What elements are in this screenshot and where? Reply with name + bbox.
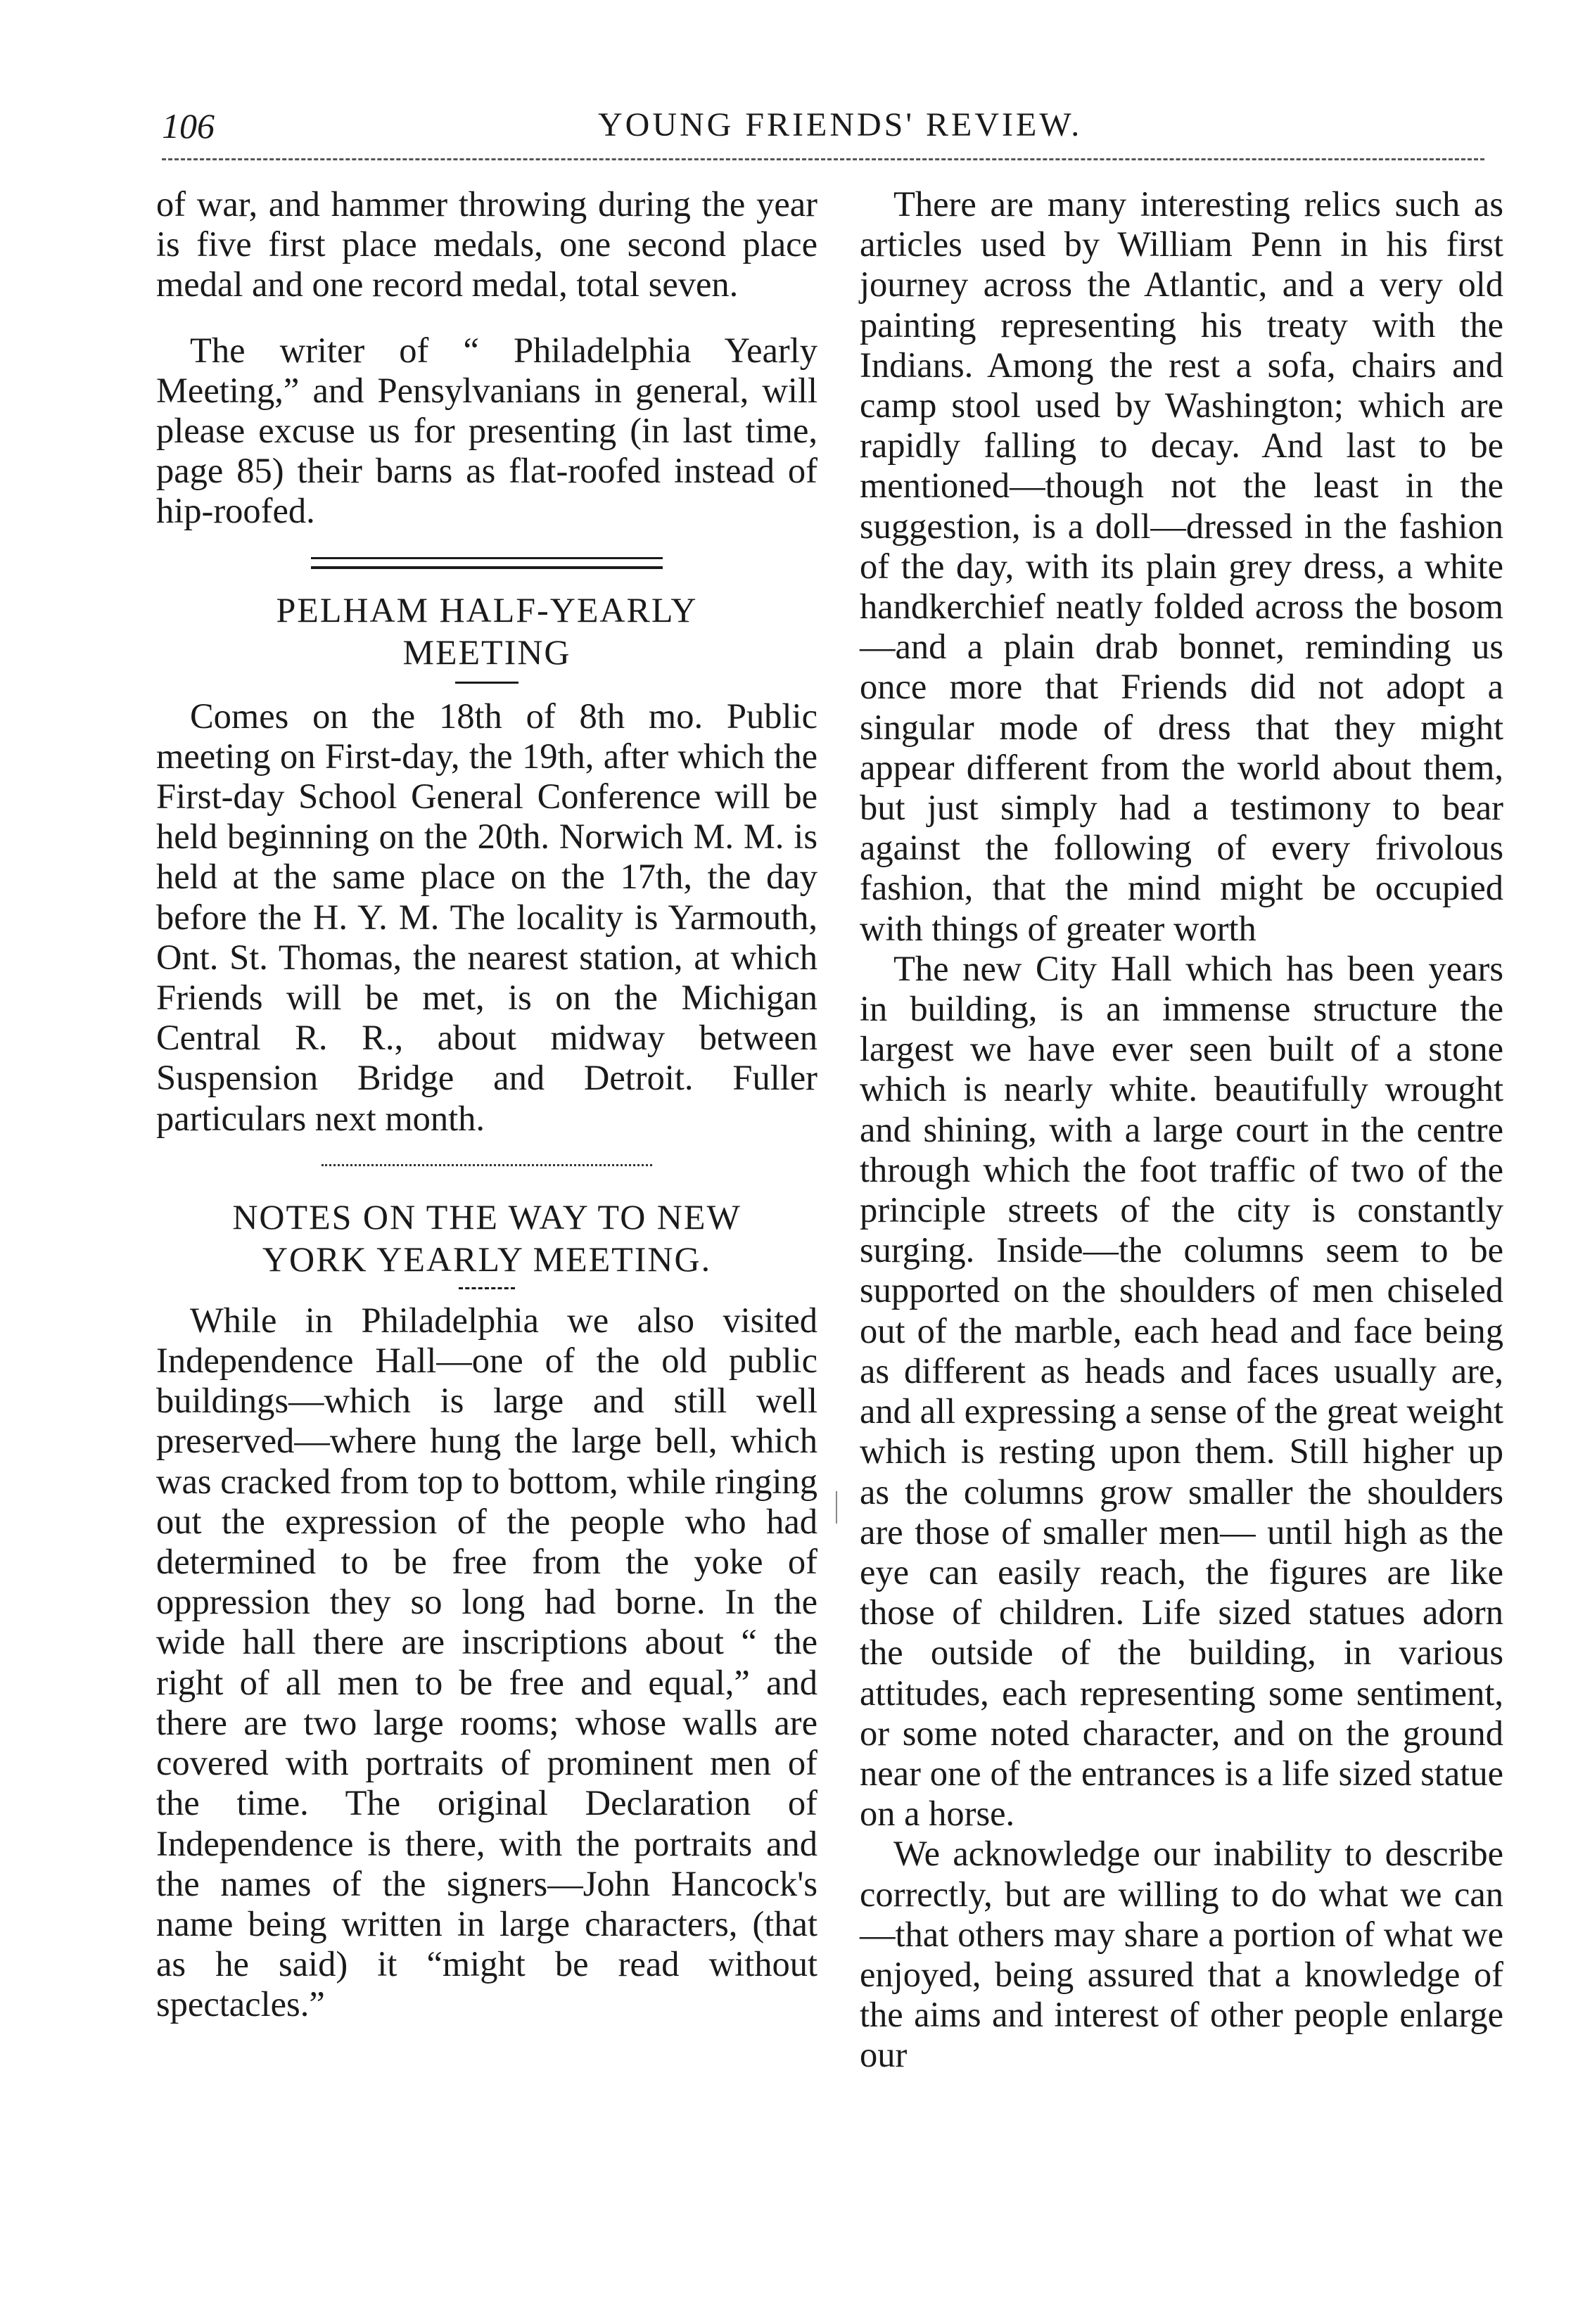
ornamental-divider	[322, 1164, 652, 1170]
right-paragraph-3: We acknowledge our inability to describe correctly, but are willing to do what we can—that others may share a portion of what we enjoyed, being assured that a knowledge of the aims and interest of other people enlarge our	[860, 1834, 1503, 2075]
heading-underline	[455, 682, 518, 684]
notes-heading-line-2: YORK YEARLY MEETING.	[262, 1239, 712, 1279]
section-divider-rule	[311, 557, 663, 569]
right-column	[860, 184, 1503, 2076]
margin-mark	[836, 1491, 837, 1524]
running-head	[162, 106, 1484, 155]
heading-underline	[459, 1287, 515, 1289]
pelham-heading-line-1: PELHAM HALF-YEARLY	[276, 589, 698, 630]
left-column	[156, 184, 817, 2025]
journal-title: YOUNG FRIENDS' REVIEW.	[598, 106, 1083, 143]
right-paragraph-1: There are many interesting relics such as articles used by William Penn in his first journey across the Atlantic, and a very old painting representing his treaty with the Indians. Among the rest a sofa, chairs and camp stool used by Washington; which are rapidly falling to decay. And last to be mentioned—though not the least in the suggestion, is a doll—dressed in the fashion of the day, with its plain grey dress, a white handkerchief neatly folded across the bosom—and a plain drab bonnet, reminding us once more that Friends did not adopt a singular mode of dress that they might appear different from the world about them, but just simply had a testimony to bear against the following of every frivolous fashion, that the mind might be occupied with things of greater worth	[860, 184, 1503, 948]
pelham-paragraph: Comes on the 18th of 8th mo. Public meeting on First-day, the 19th, after which the First-day School General Conference will be held beginning on the 20th. Norwich M. M. is held at the same place on the 17th, the day before the H. Y. M. The locality is Yarmouth, Ont. St. Thomas, the nearest station, at which Friends will be met, is on the Michigan Central R. R., about midway between Suspension Bridge and Detroit. Fuller particulars next month.	[156, 696, 817, 1138]
header-rule	[162, 158, 1484, 160]
left-paragraph-2: The writer of “ Philadelphia Yearly Meeting,” and Pensylvanians in general, will please excuse us for presenting (in last time, page 85) their barns as flat-roofed instead of hip-roofed.	[156, 330, 817, 531]
left-paragraph-1: of war, and hammer throwing during the year is five first place medals, one second place medal and one record medal, total seven.	[156, 184, 817, 305]
notes-paragraph: While in Philadelphia we also visited Independence Hall—one of the old public buildings—which is large and still well preserved—where hung the large bell, which was cracked from top to bottom, while ringing out the expression of the people who had determined to be free from the yoke of oppression they so long had borne. In the wide hall there are inscriptions about “ the right of all men to be free and equal,” and there are two large rooms; whose walls are covered with portraits of prominent men of the time. The original Declaration of Independence is there, with the portraits and the names of the signers—John Hancock's name being written in large characters, (that as he said) it “might be read without spectacles.”	[156, 1300, 817, 2024]
right-paragraph-2: The new City Hall which has been years in building, is an immense structure the largest we have ever seen built of a stone which is nearly white. beautifully wrought and shining, with a large court in the centre through which the foot traffic of two of the principle streets of the city is constantly surging. Inside—the columns seem to be supported on the shoulders of men chiseled out of the marble, each head and face being as different as heads and faces usually are, and all expressing a sense of the great weight which is resting upon them. Still higher up as the columns grow smaller the shoulders are those of smaller men— until high as the eye can easily reach, the figures are like those of children. Life sized statues adorn the outside of the building, in various attitudes, each representing some sentiment, or some noted character, and on the ground near one of the entrances is a life sized statue on a horse.	[860, 948, 1503, 1834]
notes-heading-line-1: NOTES ON THE WAY TO NEW	[232, 1196, 742, 1237]
pelham-heading-line-2: MEETING	[402, 632, 571, 672]
page-number: 106	[162, 106, 215, 146]
